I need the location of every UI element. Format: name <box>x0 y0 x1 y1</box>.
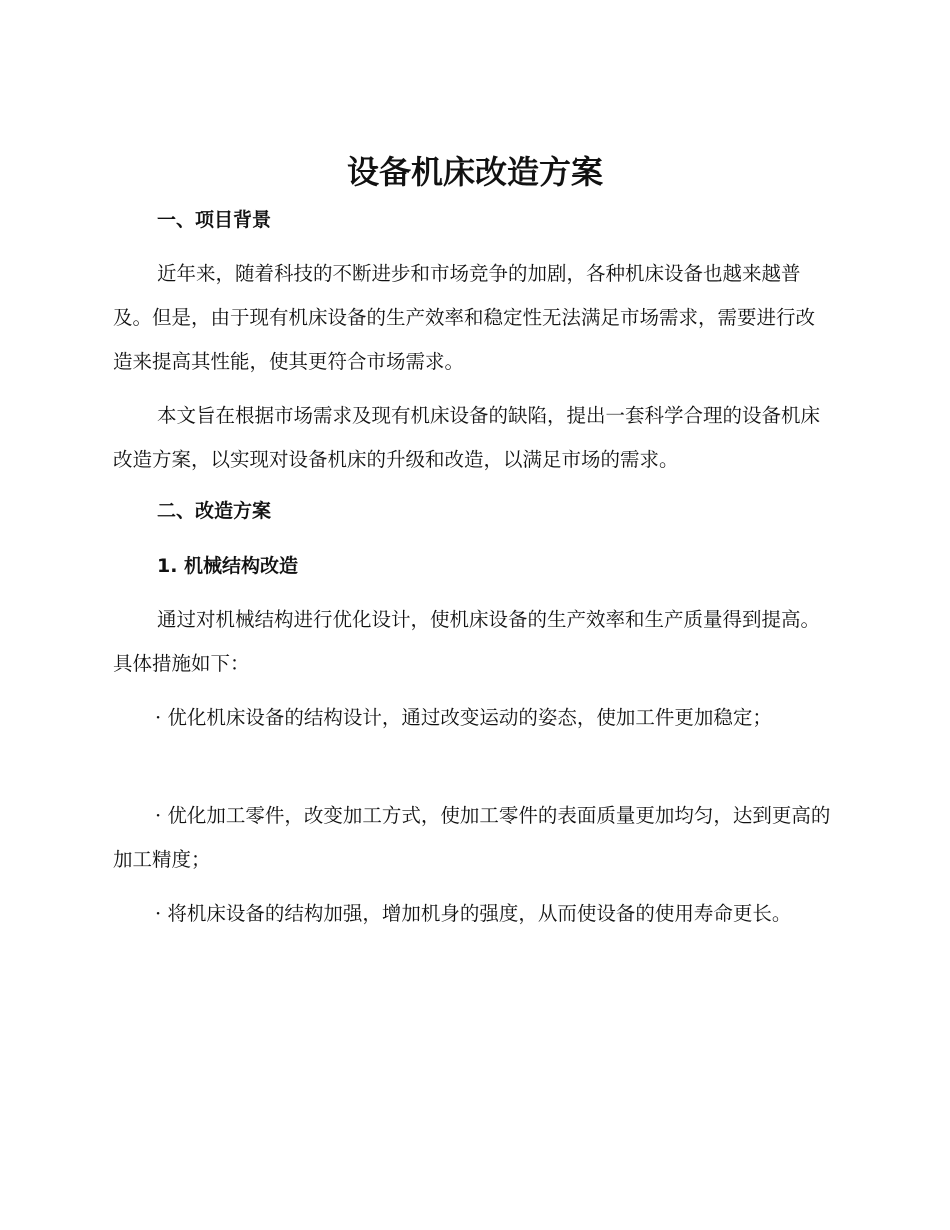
background-paragraph-1: 近年来，随着科技的不断进步和市场竞争的加剧，各种机床设备也越来越普及。但是，由于现有机床设备的生产效率和稳定性无法满足市场需求，需要进行改造来提高其性能，使其更符合市场需求。 <box>113 262 816 373</box>
document-title: 设备机床改造方案 <box>346 153 603 191</box>
section-heading-background: 一、项目背景 <box>157 209 272 231</box>
bullet-item: · 优化加工零件，改变加工方式，使加工零件的表面质量更加均匀，达到更高的加工精度； <box>113 804 831 871</box>
bullet-item: · 优化机床设备的结构设计，通过改变运动的姿态，使加工件更加稳定； <box>155 706 772 729</box>
bullet-item: · 将机床设备的结构加强，增加机身的强度，从而使设备的使用寿命更长。 <box>155 902 792 925</box>
background-paragraph-2: 本文旨在根据市场需求及现有机床设备的缺陷，提出一套科学合理的设备机床改造方案，以实现对设备机床的升级和改造，以满足市场的需求。 <box>113 404 821 471</box>
section-heading-plan: 二、改造方案 <box>157 500 272 522</box>
subsection-heading-mechanical: 1. 机械结构改造 <box>157 555 299 577</box>
mechanical-intro-paragraph: 通过对机械结构进行优化设计，使机床设备的生产效率和生产质量得到提高。具体措施如下： <box>113 608 821 675</box>
